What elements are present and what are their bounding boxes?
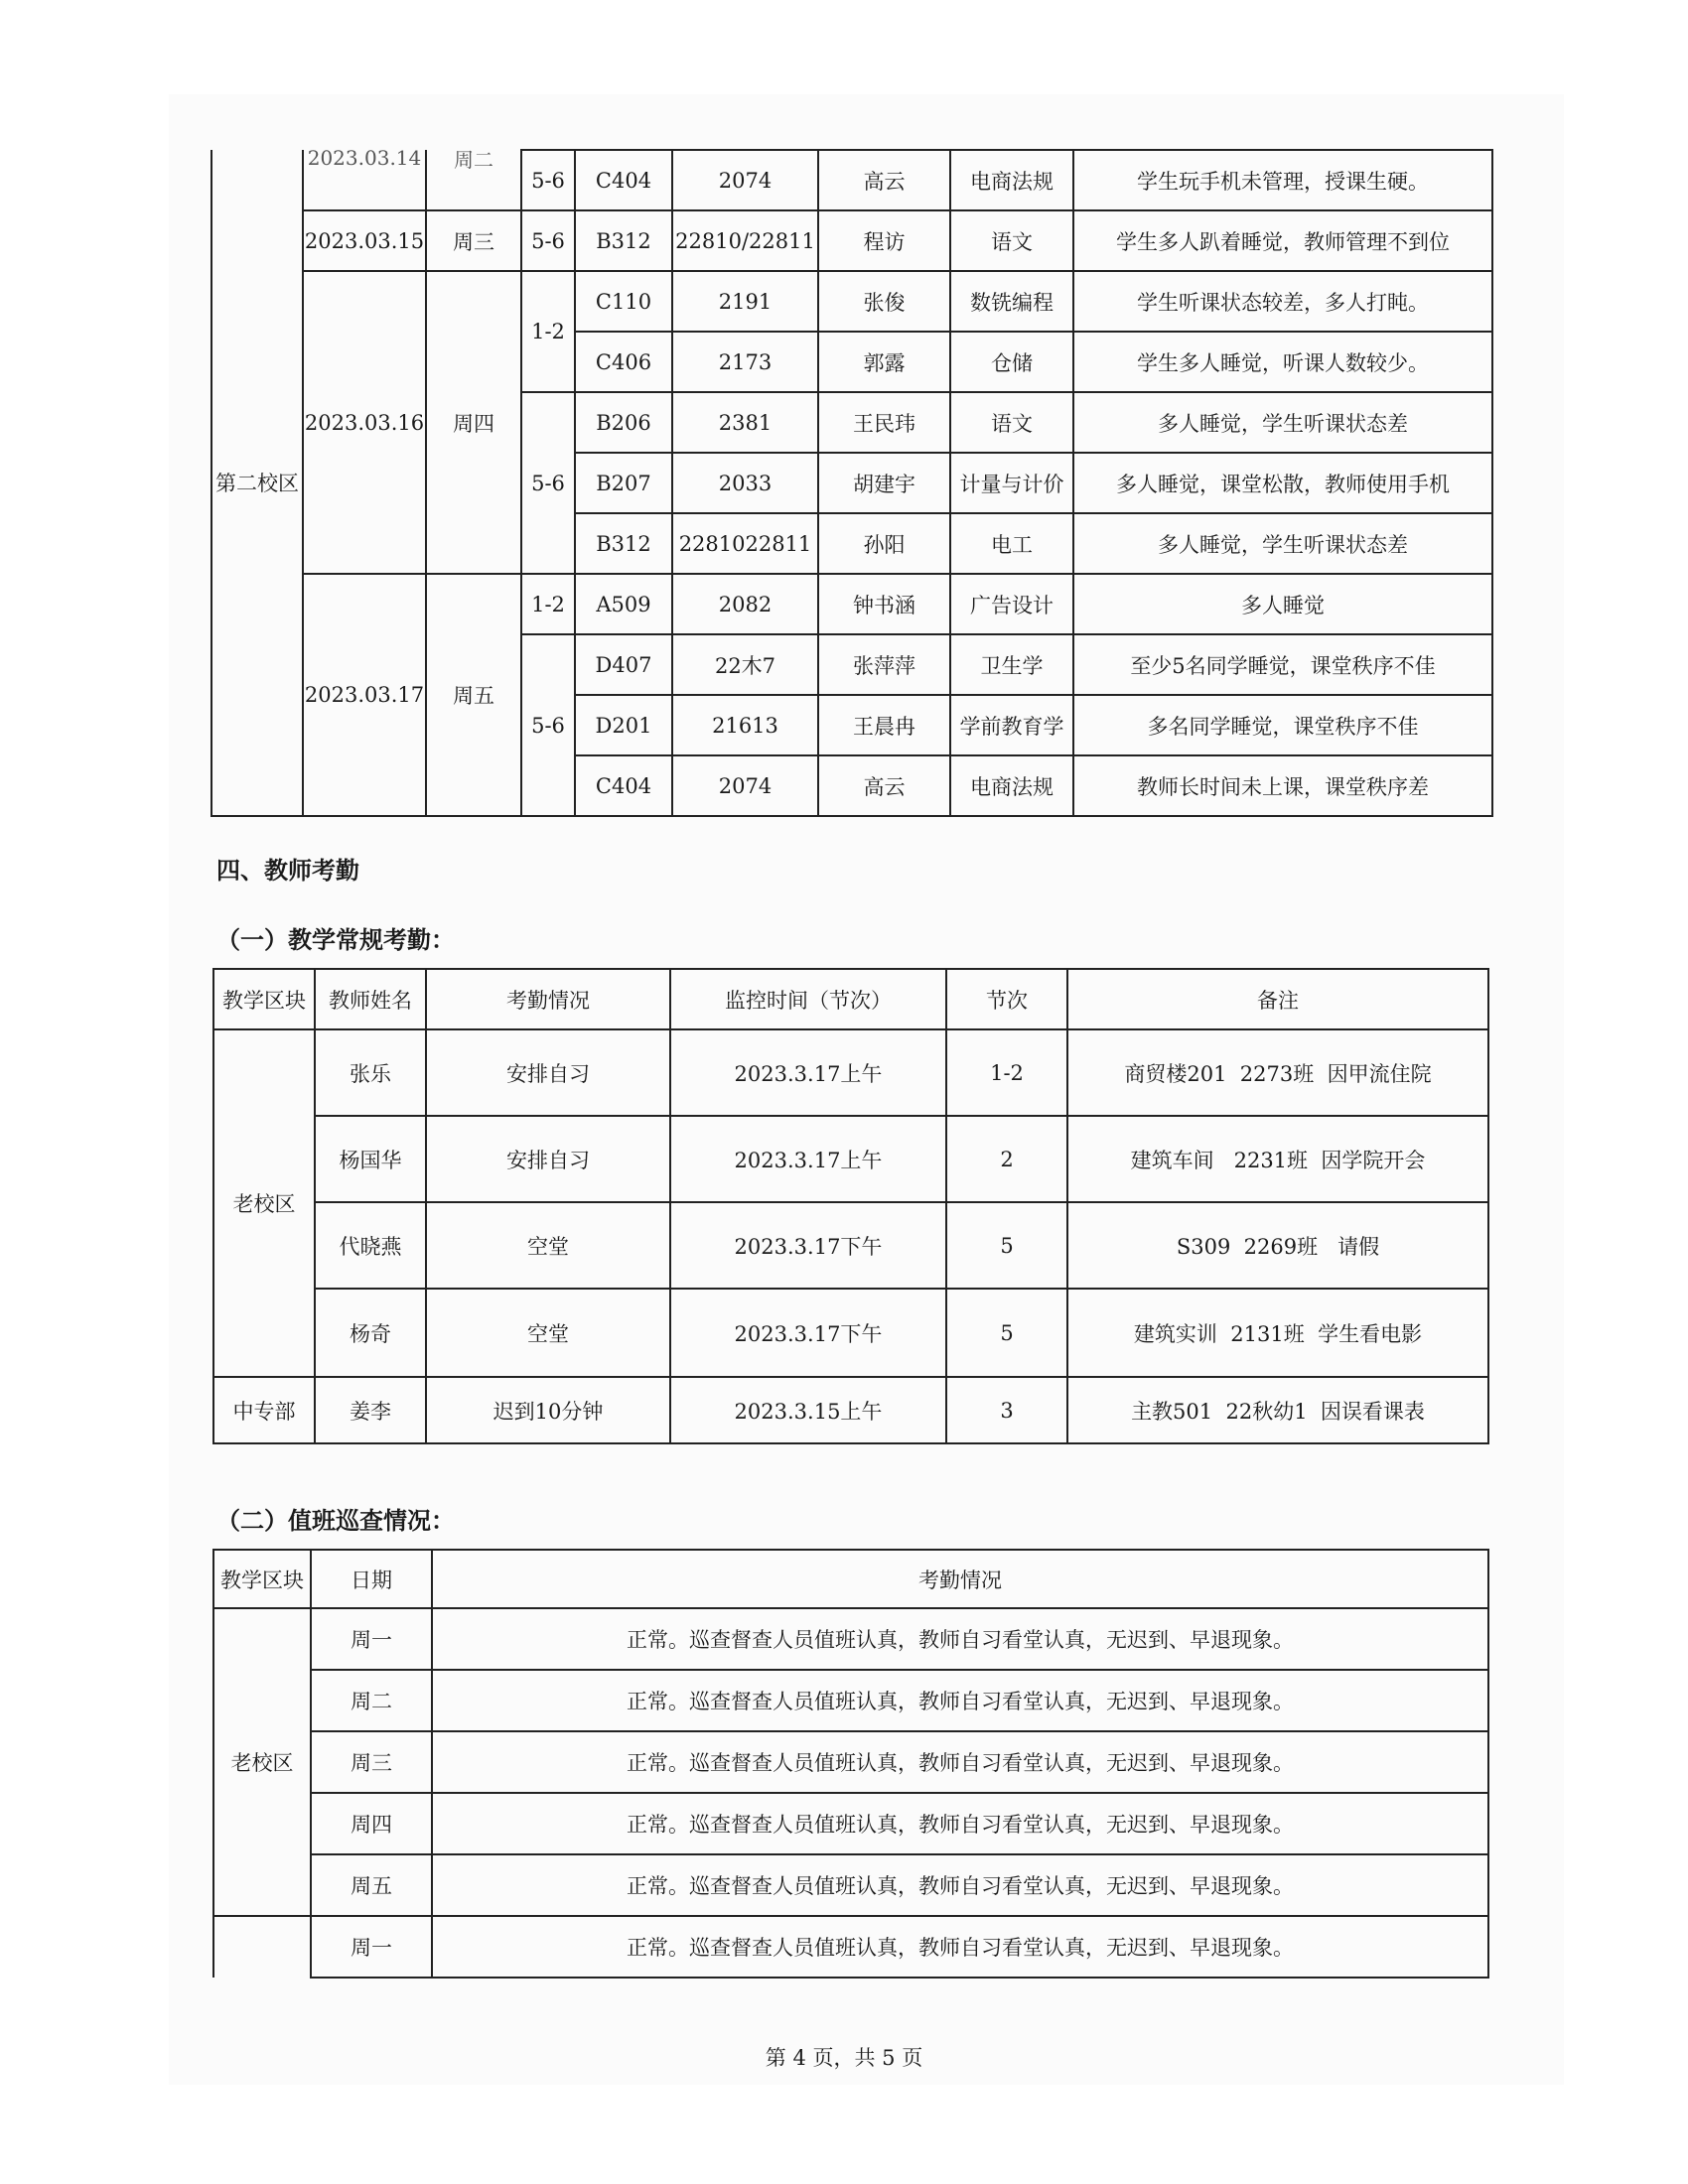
room-cell: C404 bbox=[575, 150, 672, 210]
table-row bbox=[213, 1377, 1488, 1443]
course-cell: 电商法规 bbox=[950, 150, 1073, 210]
period-cell: 5 bbox=[946, 1289, 1067, 1377]
class-cell: 22810/22811 bbox=[672, 210, 818, 271]
course-cell: 计量与计价 bbox=[950, 453, 1073, 513]
course-cell: 电商法规 bbox=[950, 755, 1073, 816]
issue-cell: 学生玩手机未管理，授课生硬。 bbox=[1073, 150, 1492, 210]
time-cell: 2023.3.17下午 bbox=[670, 1289, 946, 1377]
weekday-cell: 周五 bbox=[426, 574, 521, 816]
period-cell: 5-6 bbox=[521, 392, 575, 574]
class-cell: 21613 bbox=[672, 695, 818, 755]
class-cell: 2381 bbox=[672, 392, 818, 453]
status-cell: 安排自习 bbox=[426, 1116, 670, 1202]
note-cell: S309 2269班 请假 bbox=[1067, 1202, 1488, 1289]
teacher-cell: 高云 bbox=[818, 150, 950, 210]
table-row bbox=[213, 1793, 1488, 1854]
period-cell: 5-6 bbox=[521, 150, 575, 210]
status-cell: 安排自习 bbox=[426, 1029, 670, 1116]
table-row bbox=[213, 1854, 1488, 1916]
page-footer: 第 4 页，共 5 页 bbox=[765, 2046, 923, 2070]
time-cell: 2023.3.17上午 bbox=[670, 1029, 946, 1116]
course-cell: 学前教育学 bbox=[950, 695, 1073, 755]
header-cell: 考勤情况 bbox=[426, 969, 670, 1029]
status-cell: 空堂 bbox=[426, 1202, 670, 1289]
day-cell: 周三 bbox=[311, 1731, 432, 1793]
teacher-cell: 张乐 bbox=[315, 1029, 426, 1116]
issue-cell: 学生多人趴着睡觉，教师管理不到位 bbox=[1073, 210, 1492, 271]
class-cell: 2281022811 bbox=[672, 513, 818, 574]
teacher-cell: 高云 bbox=[818, 755, 950, 816]
teacher-cell: 杨国华 bbox=[315, 1116, 426, 1202]
block-cell: 中专部 bbox=[213, 1377, 315, 1443]
header-cell: 节次 bbox=[946, 969, 1067, 1029]
table-row bbox=[211, 271, 1492, 332]
class-cell: 2173 bbox=[672, 332, 818, 392]
table-row bbox=[213, 1670, 1488, 1731]
course-cell: 卫生学 bbox=[950, 634, 1073, 695]
teacher-cell: 王民玮 bbox=[818, 392, 950, 453]
status-cell: 正常。巡查督查人员值班认真，教师自习看堂认真，无迟到、早退现象。 bbox=[432, 1608, 1488, 1670]
period-cell: 3 bbox=[946, 1377, 1067, 1443]
header-cell: 考勤情况 bbox=[432, 1550, 1488, 1608]
subsection-heading: （一）教学常规考勤： bbox=[216, 926, 455, 954]
teacher-cell: 张俊 bbox=[818, 271, 950, 332]
block-cell: 老校区 bbox=[213, 1029, 315, 1377]
issue-cell: 多人睡觉，学生听课状态差 bbox=[1073, 513, 1492, 574]
room-cell: D201 bbox=[575, 695, 672, 755]
teacher-cell: 杨奇 bbox=[315, 1289, 426, 1377]
table-row bbox=[211, 574, 1492, 634]
header-cell: 教学区块 bbox=[213, 969, 315, 1029]
class-cell: 22木7 bbox=[672, 634, 818, 695]
patrol-table bbox=[212, 1549, 1489, 1979]
issue-cell: 至少5名同学睡觉，课堂秩序不佳 bbox=[1073, 634, 1492, 695]
teacher-cell: 钟书涵 bbox=[818, 574, 950, 634]
course-cell: 数铣编程 bbox=[950, 271, 1073, 332]
note-cell: 商贸楼201 2273班 因甲流住院 bbox=[1067, 1029, 1488, 1116]
status-cell: 正常。巡查督查人员值班认真，教师自习看堂认真，无迟到、早退现象。 bbox=[432, 1916, 1488, 1978]
issue-cell: 学生听课状态较差，多人打盹。 bbox=[1073, 271, 1492, 332]
room-cell: A509 bbox=[575, 574, 672, 634]
period-cell: 5 bbox=[946, 1202, 1067, 1289]
date-cell: 2023.03.17 bbox=[303, 574, 426, 816]
time-cell: 2023.3.15上午 bbox=[670, 1377, 946, 1443]
subsection-heading: （二）值班巡查情况： bbox=[216, 1507, 455, 1535]
room-cell: B207 bbox=[575, 453, 672, 513]
header-cell: 教学区块 bbox=[213, 1550, 311, 1608]
period-cell: 5-6 bbox=[521, 210, 575, 271]
period-cell: 1-2 bbox=[946, 1029, 1067, 1116]
day-cell: 周四 bbox=[311, 1793, 432, 1854]
room-cell: B312 bbox=[575, 210, 672, 271]
status-cell: 正常。巡查督查人员值班认真，教师自习看堂认真，无迟到、早退现象。 bbox=[432, 1731, 1488, 1793]
date-cell: 2023.03.15 bbox=[303, 210, 426, 271]
course-cell: 广告设计 bbox=[950, 574, 1073, 634]
note-cell: 主教501 22秋幼1 因误看课表 bbox=[1067, 1377, 1488, 1443]
day-cell: 周一 bbox=[311, 1916, 432, 1978]
teacher-cell: 程访 bbox=[818, 210, 950, 271]
teacher-cell: 王晨冉 bbox=[818, 695, 950, 755]
issue-cell: 多人睡觉 bbox=[1073, 574, 1492, 634]
class-cell: 2074 bbox=[672, 755, 818, 816]
table-row bbox=[213, 1608, 1488, 1670]
room-cell: C110 bbox=[575, 271, 672, 332]
block-cell bbox=[213, 1916, 311, 1978]
teacher-cell: 郭露 bbox=[818, 332, 950, 392]
block-cell: 老校区 bbox=[213, 1608, 311, 1916]
teacher-cell: 胡建宇 bbox=[818, 453, 950, 513]
note-cell: 建筑车间 2231班 因学院开会 bbox=[1067, 1116, 1488, 1202]
table-header-row bbox=[213, 969, 1488, 1029]
teacher-cell: 姜李 bbox=[315, 1377, 426, 1443]
period-cell: 2 bbox=[946, 1116, 1067, 1202]
class-cell: 2082 bbox=[672, 574, 818, 634]
room-cell: B206 bbox=[575, 392, 672, 453]
teacher-cell: 代晓燕 bbox=[315, 1202, 426, 1289]
weekday-cell: 周二 bbox=[426, 150, 521, 210]
day-cell: 周二 bbox=[311, 1670, 432, 1731]
table-row bbox=[211, 150, 1492, 210]
weekday-cell: 周四 bbox=[426, 271, 521, 574]
day-cell: 周五 bbox=[311, 1854, 432, 1916]
room-cell: C404 bbox=[575, 755, 672, 816]
teacher-cell: 孙阳 bbox=[818, 513, 950, 574]
course-cell: 仓储 bbox=[950, 332, 1073, 392]
date-cell: 2023.03.14 bbox=[303, 150, 426, 210]
table-row bbox=[213, 1116, 1488, 1202]
status-cell: 正常。巡查督查人员值班认真，教师自习看堂认真，无迟到、早退现象。 bbox=[432, 1854, 1488, 1916]
attendance-table bbox=[212, 968, 1489, 1444]
header-cell: 备注 bbox=[1067, 969, 1488, 1029]
issue-cell: 学生多人睡觉，听课人数较少。 bbox=[1073, 332, 1492, 392]
period-cell: 1-2 bbox=[521, 574, 575, 634]
status-cell: 正常。巡查督查人员值班认真，教师自习看堂认真，无迟到、早退现象。 bbox=[432, 1670, 1488, 1731]
course-cell: 语文 bbox=[950, 392, 1073, 453]
issue-cell: 多名同学睡觉，课堂秩序不佳 bbox=[1073, 695, 1492, 755]
issue-cell: 教师长时间未上课，课堂秩序差 bbox=[1073, 755, 1492, 816]
table-row bbox=[213, 1029, 1488, 1116]
table-row bbox=[213, 1202, 1488, 1289]
table-row bbox=[213, 1731, 1488, 1793]
table-header-row bbox=[213, 1550, 1488, 1608]
period-cell: 5-6 bbox=[521, 634, 575, 816]
issue-cell: 多人睡觉，学生听课状态差 bbox=[1073, 392, 1492, 453]
day-cell: 周一 bbox=[311, 1608, 432, 1670]
class-cell: 2033 bbox=[672, 453, 818, 513]
class-cell: 2191 bbox=[672, 271, 818, 332]
header-cell: 日期 bbox=[311, 1550, 432, 1608]
section-heading: 四、教师考勤 bbox=[216, 857, 359, 885]
time-cell: 2023.3.17下午 bbox=[670, 1202, 946, 1289]
status-cell: 正常。巡查督查人员值班认真，教师自习看堂认真，无迟到、早退现象。 bbox=[432, 1793, 1488, 1854]
status-cell: 空堂 bbox=[426, 1289, 670, 1377]
time-cell: 2023.3.17上午 bbox=[670, 1116, 946, 1202]
class-cell: 2074 bbox=[672, 150, 818, 210]
teacher-cell: 张萍萍 bbox=[818, 634, 950, 695]
date-cell: 2023.03.16 bbox=[303, 271, 426, 574]
table-row bbox=[213, 1289, 1488, 1377]
table-row bbox=[211, 210, 1492, 271]
table-row bbox=[213, 1916, 1488, 1978]
campus-cell: 第二校区 bbox=[211, 150, 303, 816]
weekday-cell: 周三 bbox=[426, 210, 521, 271]
course-cell: 电工 bbox=[950, 513, 1073, 574]
note-cell: 建筑实训 2131班 学生看电影 bbox=[1067, 1289, 1488, 1377]
status-cell: 迟到10分钟 bbox=[426, 1377, 670, 1443]
room-cell: C406 bbox=[575, 332, 672, 392]
header-cell: 监控时间（节次） bbox=[670, 969, 946, 1029]
course-cell: 语文 bbox=[950, 210, 1073, 271]
room-cell: B312 bbox=[575, 513, 672, 574]
room-cell: D407 bbox=[575, 634, 672, 695]
period-cell: 1-2 bbox=[521, 271, 575, 392]
issue-cell: 多人睡觉，课堂松散，教师使用手机 bbox=[1073, 453, 1492, 513]
inspection-table bbox=[211, 149, 1493, 817]
header-cell: 教师姓名 bbox=[315, 969, 426, 1029]
